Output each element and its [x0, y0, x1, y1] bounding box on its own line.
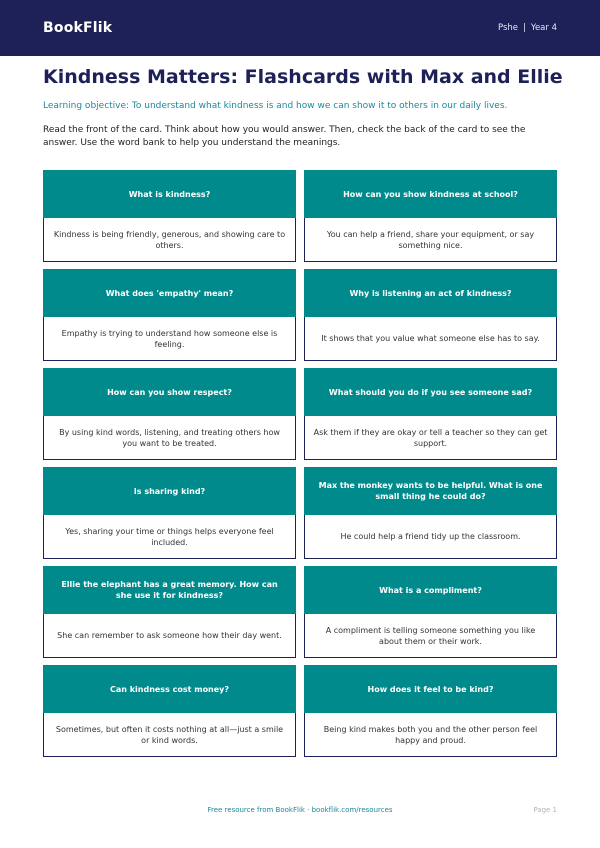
- flashcard: [43, 665, 296, 757]
- flashcard: [304, 665, 557, 757]
- learning-objective: Learning objective: To understand what kindness is and how we can show it to others in our daily lives.: [43, 101, 508, 111]
- flashcard-back: You can help a friend, share your equipment, or say something nice.: [304, 218, 557, 262]
- instructions: Read the front of the card. Think about how you would answer. Then, check the back of the card to see the answer. Use the word bank to help you understand the meanings.: [43, 125, 526, 148]
- flashcard-back: Ask them if they are okay or tell a teacher so they can get support.: [304, 416, 557, 460]
- flashcard-front: What should you do if you see someone sad?: [304, 368, 557, 416]
- flashcard: [43, 566, 296, 658]
- flashcard-back: Kindness is being friendly, generous, and showing care to others.: [43, 218, 296, 262]
- flashcard: [43, 368, 296, 460]
- flashcard: [43, 170, 296, 262]
- page-number: Page 1: [533, 806, 557, 814]
- flashcard-back: Empathy is trying to understand how someone else is feeling.: [43, 317, 296, 361]
- page-title: Kindness Matters: Flashcards with Max and Ellie: [43, 66, 563, 88]
- header-meta: [498, 23, 557, 33]
- subject-label: Pshe: [497, 23, 519, 33]
- year-label: Year 4: [530, 23, 557, 33]
- footer-link[interactable]: Free resource from BookFlik · bookflik.com/resources: [207, 806, 393, 814]
- flashcard: [304, 170, 557, 262]
- flashcard-front: How does it feel to be kind?: [304, 665, 557, 713]
- flashcard: [304, 368, 557, 460]
- flashcard-front: Max the monkey wants to be helpful. What is one small thing he could do?: [304, 467, 557, 515]
- flashcard-back: Yes, sharing your time or things helps everyone feel included.: [43, 515, 296, 559]
- flashcard-back: It shows that you value what someone else has to say.: [304, 317, 557, 361]
- flashcard-front: How can you show respect?: [43, 368, 296, 416]
- page-footer: [0, 806, 600, 820]
- flashcard: [304, 566, 557, 658]
- flashcard-front: What does 'empathy' mean?: [43, 269, 296, 317]
- flashcard-back: Being kind makes both you and the other person feel happy and proud.: [304, 713, 557, 757]
- flashcard-back: A compliment is telling someone something you like about them or their work.: [304, 614, 557, 658]
- flashcard-back: By using kind words, listening, and treating others how you want to be treated.: [43, 416, 296, 460]
- flashcard-back: He could help a friend tidy up the classroom.: [304, 515, 557, 559]
- flashcard-front: What is kindness?: [43, 170, 296, 218]
- flashcard: [304, 467, 557, 559]
- flashcard-front: Is sharing kind?: [43, 467, 296, 515]
- flashcard-front: Why is listening an act of kindness?: [304, 269, 557, 317]
- flashcard-front: How can you show kindness at school?: [304, 170, 557, 218]
- flashcard-grid: [43, 170, 557, 757]
- flashcard: [43, 467, 296, 559]
- flashcard-back: She can remember to ask someone how their day went.: [43, 614, 296, 658]
- flashcard: [304, 269, 557, 361]
- flashcard: [43, 269, 296, 361]
- brand-logo[interactable]: BookFlik: [43, 20, 113, 36]
- flashcard-back: Sometimes, but often it costs nothing at all—just a smile or kind words.: [43, 713, 296, 757]
- flashcard-front: What is a compliment?: [304, 566, 557, 614]
- flashcard-front: Ellie the elephant has a great memory. How can she use it for kindness?: [43, 566, 296, 614]
- page-header: [0, 0, 600, 56]
- flashcard-front: Can kindness cost money?: [43, 665, 296, 713]
- header-separator: |: [523, 23, 526, 33]
